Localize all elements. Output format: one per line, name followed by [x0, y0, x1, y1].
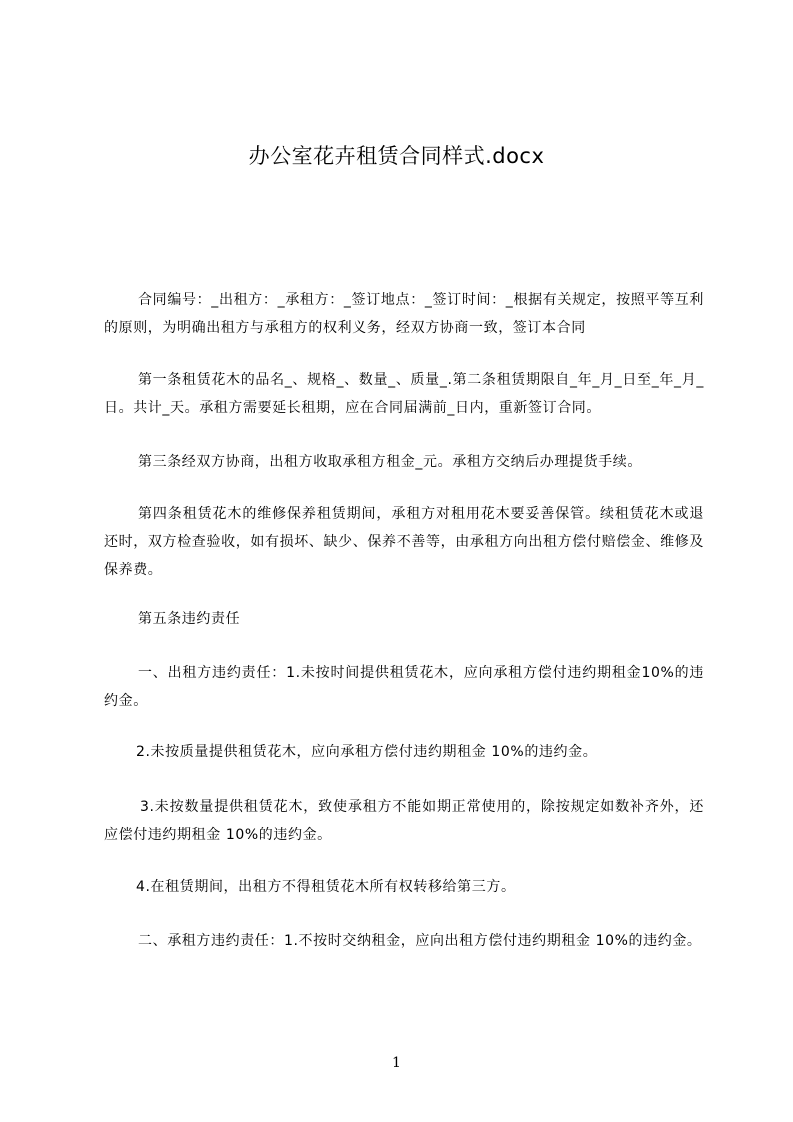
paragraph-lessor-liability-1: 一、出租方违约责任：1.未按时间提供租赁花木，应向承租方偿付违约期租金10%的违约金。: [104, 665, 704, 709]
page-number: 1: [392, 1055, 401, 1071]
paragraph-article-4: 第四条租赁花木的维修保养租赁期间，承租方对租用花木要妥善保管。续租赁花木或退还时，双方检查验收，如有损坏、缺少、保养不善等，由承租方向出租方偿付赔偿金、维修及保养费。: [104, 506, 704, 578]
paragraph-lessor-liability-4: 4.在租赁期间，出租方不得租赁花木所有权转移给第三方。: [136, 879, 516, 895]
document-title: 办公室花卉租赁合同样式.docx: [248, 144, 545, 168]
paragraph-article-1-2: 第一条租赁花木的品名_、规格_、数量_、质量_.第二条租赁期限自_年_月_日至_年_月_日。共计_天。承租方需要延长租期，应在合同届满前_日内，重新签订合同。: [104, 372, 704, 416]
paragraph-preamble: 合同编号：_出租方：_承租方：_签订地点：_签订时间：_根据有关规定，按照平等互利的原则，为明确出租方与承租方的权利义务，经双方协商一致，签订本合同: [104, 292, 704, 336]
paragraph-lessor-liability-3: 3.未按数量提供租赁花木，致使承租方不能如期正常使用的，除按规定如数补齐外，还应偿付违约期租金 10%的违约金。: [104, 799, 704, 843]
paragraph-article-5-heading: 第五条违约责任: [138, 611, 241, 627]
paragraph-article-3: 第三条经双方协商，出租方收取承租方租金_元。承租方交纳后办理提货手续。: [138, 454, 642, 470]
paragraph-lessee-liability-1: 二、承租方违约责任：1.不按时交纳租金，应向出租方偿付违约期租金 10%的违约金。: [138, 933, 702, 949]
paragraph-lessor-liability-2: 2.未按质量提供租赁花木，应向承租方偿付违约期租金 10%的违约金。: [136, 744, 598, 760]
